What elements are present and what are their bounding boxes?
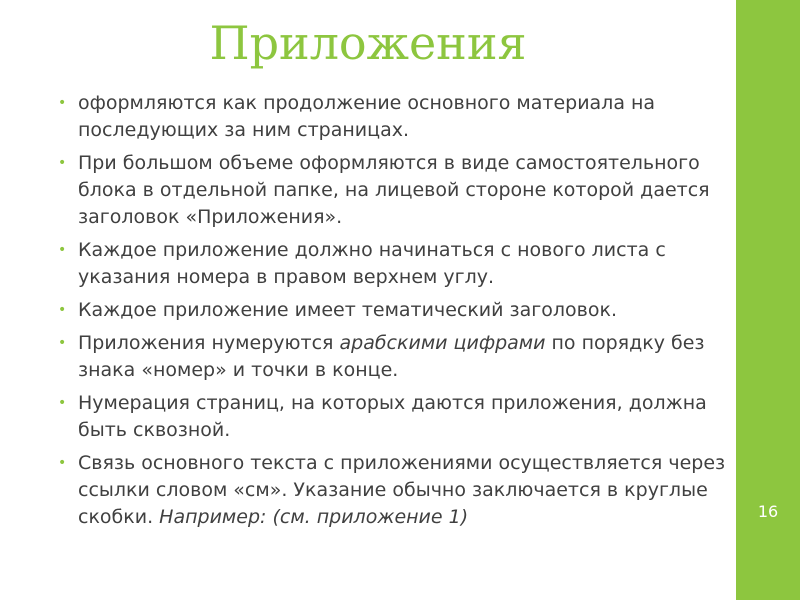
bullet-list	[58, 90, 726, 537]
bullet-text-italic: арабскими цифрами	[339, 332, 546, 354]
bullet-text: Каждое приложение должно начинаться с нового листа с указания номера в правом верхнем углу.	[78, 239, 666, 288]
bullet-dot-icon: •	[58, 455, 67, 471]
bullet-item	[58, 297, 726, 324]
bullet-text: оформляются как продолжение основного материала на последующих за ним страницах.	[78, 92, 656, 141]
bullet-text-after: по порядку без знака «номер» и точки в конце.	[78, 332, 705, 381]
bullet-dot-icon: •	[58, 95, 67, 111]
bullet-dot-icon: •	[58, 302, 67, 318]
bullet-item	[58, 90, 726, 144]
bullet-text-before: Приложения нумеруются	[78, 332, 340, 354]
bullet-text: Нумерация страниц, на которых даются приложения, должна быть сквозной.	[78, 392, 707, 441]
bullet-text-italic: Например: (см. приложение 1)	[159, 506, 469, 528]
slide-number: 16	[757, 502, 779, 521]
bullet-text: При большом объеме оформляются в виде самостоятельного блока в отдельной папке, на лицевой стороне которой дается заголовок «Приложения».	[78, 152, 710, 228]
bullet-dot-icon: •	[58, 395, 67, 411]
bullet-dot-icon: •	[58, 155, 67, 171]
bullet-item	[58, 390, 726, 444]
bullet-item	[58, 150, 726, 231]
bullet-dot-icon: •	[58, 242, 67, 258]
bullet-item	[58, 237, 726, 291]
slide-title: Приложения	[209, 16, 527, 70]
bullet-text-before: Связь основного текста с приложениями осуществляется через ссылки словом «см». Указание обычно заключается в круглые скобки.	[78, 452, 726, 528]
bullet-item	[58, 450, 726, 531]
bullet-text: Каждое приложение имеет тематический заголовок.	[78, 299, 617, 321]
bullet-dot-icon: •	[58, 335, 67, 351]
bullet-item	[58, 330, 726, 384]
